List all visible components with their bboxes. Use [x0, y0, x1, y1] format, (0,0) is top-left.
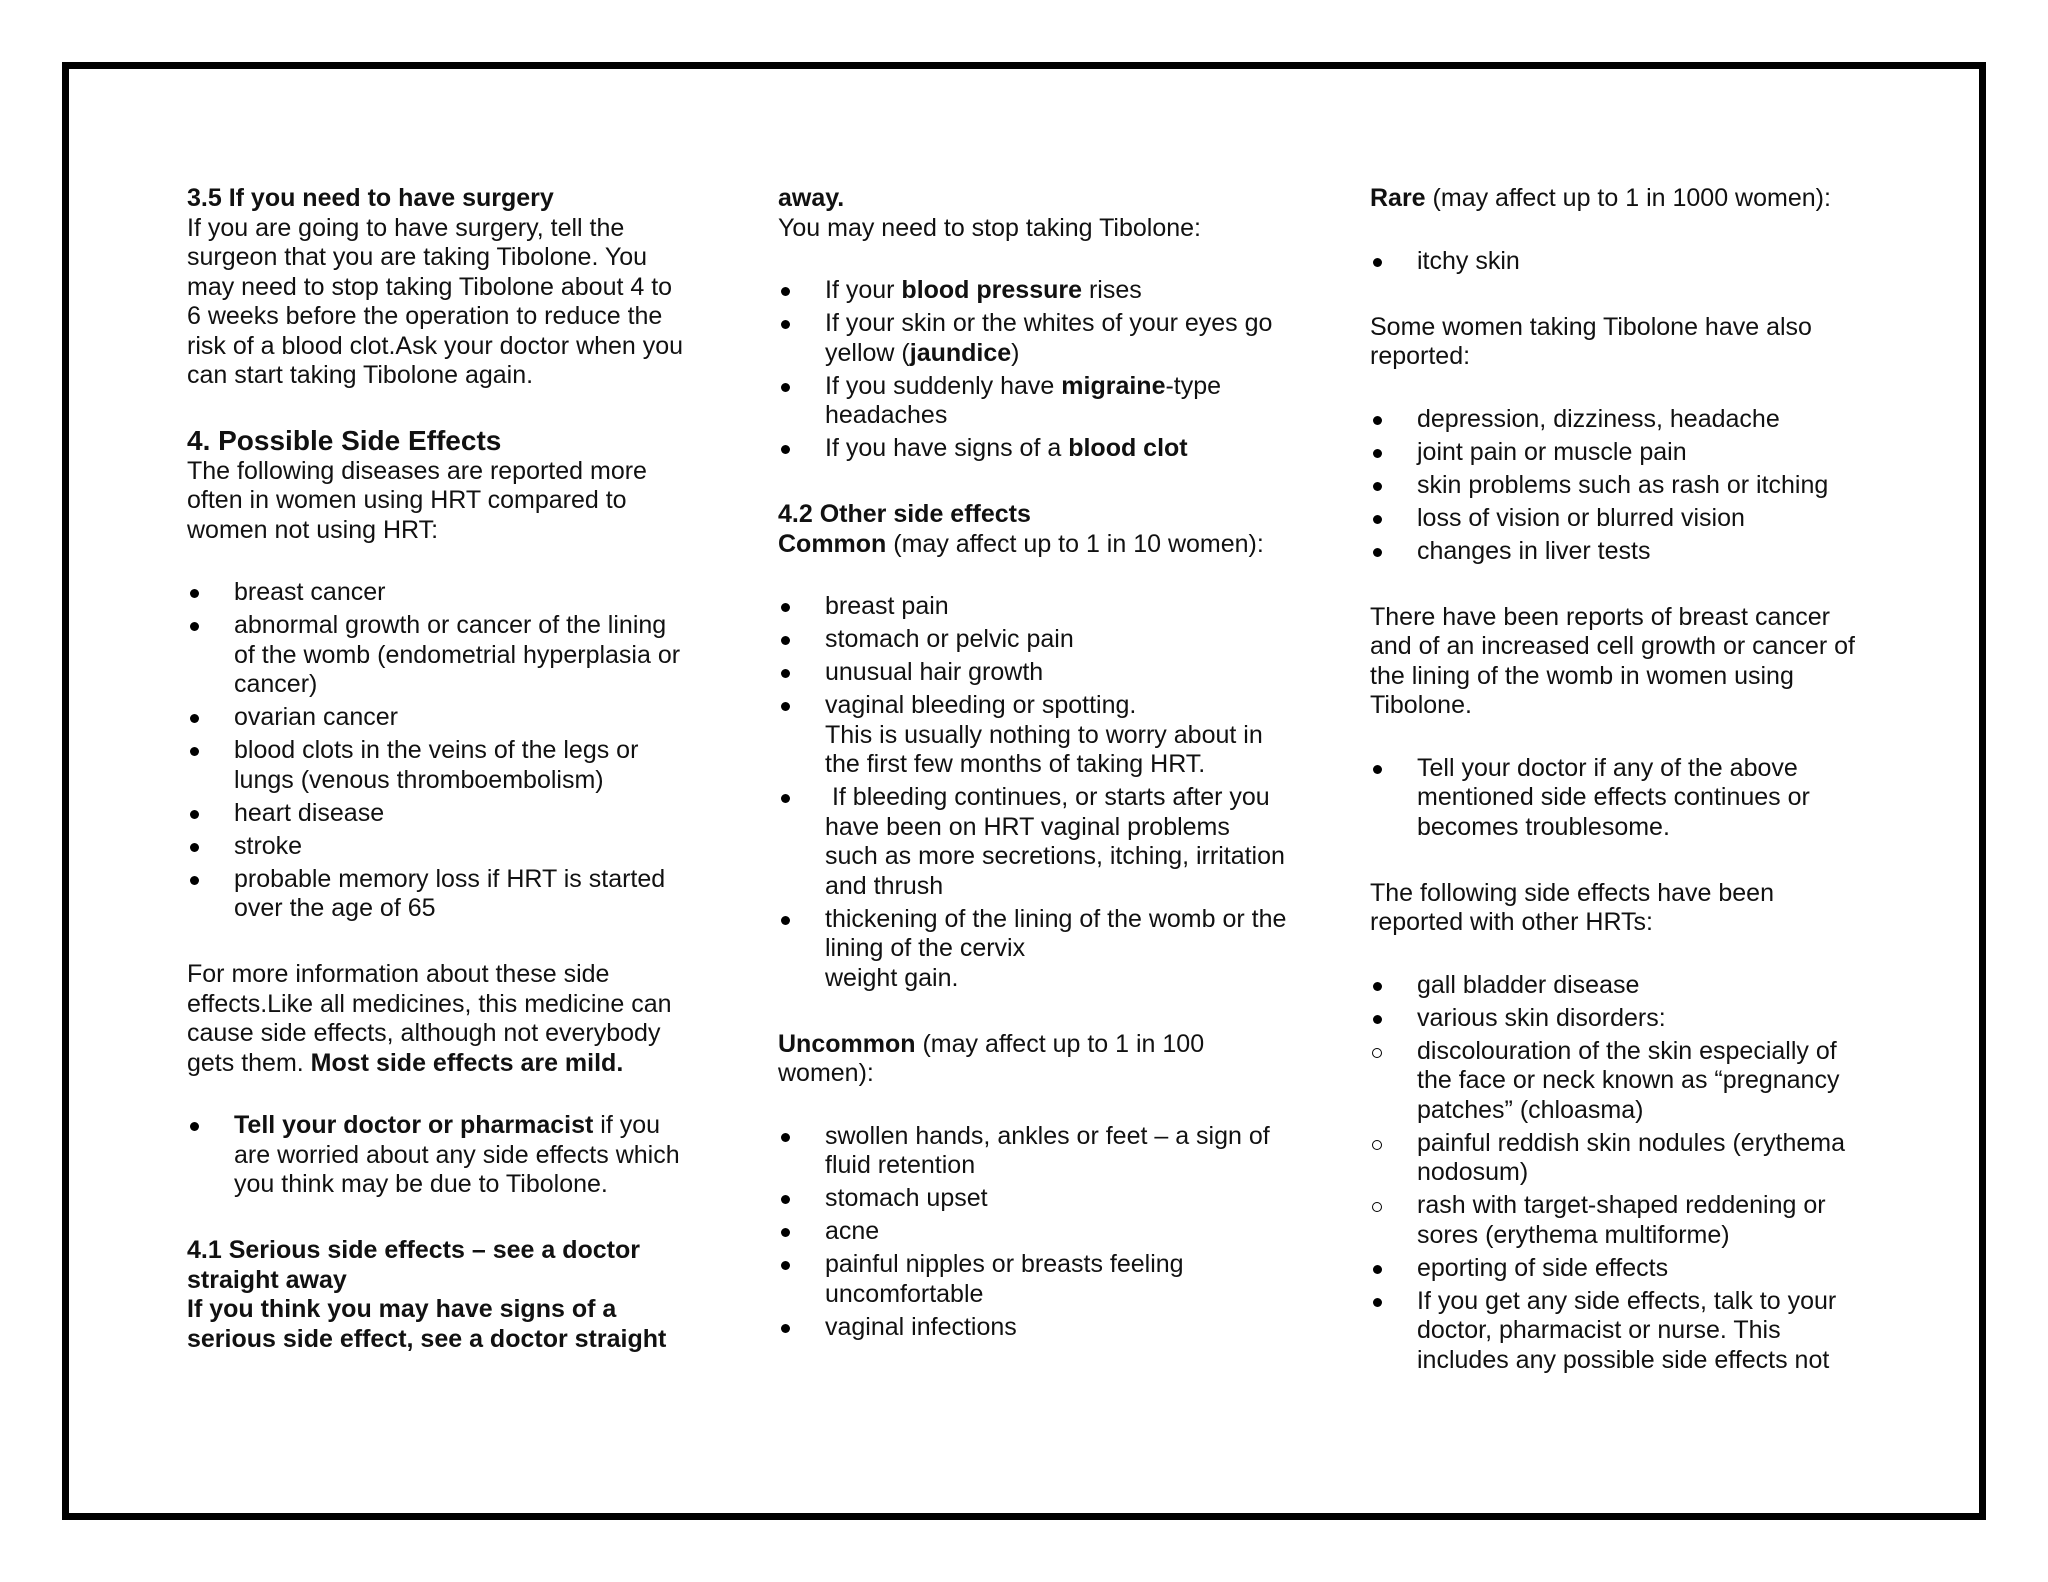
away-text: away. [778, 184, 845, 212]
section-4-1-warning: If you think you may have signs of a serious side effect, see a doctor straight [187, 1295, 667, 1353]
list-item: vaginal infections [825, 1312, 1017, 1341]
list-item: If you suddenly have migraine-type headaches [825, 371, 1222, 429]
list-item: eporting of side effects [1417, 1253, 1669, 1282]
list-item: heart disease [234, 798, 385, 827]
other-hrt-text: The following side effects have been reported with other HRTs: [1370, 878, 1774, 936]
list-item: abnormal growth or cancer of the lining of the womb (endometrial hyperplasia or cancer) [234, 611, 681, 698]
list-item: breast pain [825, 592, 949, 620]
list-item: various skin disorders: [1417, 1003, 1666, 1032]
list-item: stomach upset [825, 1184, 988, 1212]
list-item: vaginal bleeding or spotting. This is usually nothing to worry about in the first few months of taking HRT. [825, 691, 1263, 778]
list-item: breast cancer [234, 578, 386, 606]
also-reported-text: Some women taking Tibolone have also reported: [1370, 312, 1812, 370]
list-item: If your blood pressure rises [825, 276, 1142, 304]
list-item: Tell your doctor or pharmacist if you are worried about any side effects which you think may be due to Tibolone. [234, 1111, 680, 1198]
column-2 [778, 184, 1292, 1346]
other-hrt-list [1370, 971, 1870, 1376]
uncommon-list [778, 1122, 1288, 1343]
list-item: thickening of the lining of the womb or the lining of the cervix weight gain. [825, 904, 1287, 992]
column-1 [187, 184, 687, 1354]
uncommon-label: Uncommon (may affect up to 1 in 100 women): [778, 1029, 1205, 1087]
list-item: probable memory loss if HRT is started over the age of 65 [234, 864, 666, 922]
list-item: gall bladder disease [1417, 970, 1640, 999]
more-info-paragraph: For more information about these side effects.Like all medicines, this medicine can cause side effects, although not everybody gets them. Most side effects are mild. [187, 960, 672, 1077]
section-3-5-body: If you are going to have surgery, tell the surgeon that you are taking Tibolone. You may need to stop taking Tibolone about 4 to 6 weeks before the operation to reduce the risk of a blood clot.Ask your doctor when you can start taking Tibolone again. [187, 213, 684, 389]
column-3 [1370, 184, 1870, 1379]
tell-doctor-list [1370, 754, 1870, 843]
list-item: If your skin or the whites of your eyes go yellow (jaundice) [825, 309, 1273, 367]
also-reported-list [1370, 405, 1870, 567]
list-item: If bleeding continues, or starts after you have been on HRT vaginal problems such as more secretions, itching, irritation and thrush [825, 783, 1292, 900]
stop-taking-text: You may need to stop taking Tibolone: [778, 213, 1201, 242]
list-item: If you have signs of a blood clot [825, 434, 1188, 462]
list-item: ovarian cancer [234, 703, 398, 731]
common-list [778, 592, 1292, 993]
section-4-2-heading: 4.2 Other side effects [778, 500, 1031, 528]
list-item: changes in liver tests [1417, 536, 1651, 565]
section-4-intro: The following diseases are reported more often in women using HRT compared to women not using HRT: [187, 456, 647, 544]
list-item: If you get any side effects, talk to your doctor, pharmacist or nurse. This includes any possible side effects not [1417, 1286, 1837, 1374]
common-label: Common (may affect up to 1 in 10 women): [778, 529, 1264, 558]
list-item: painful reddish skin nodules (erythema nodosum) [1417, 1128, 1846, 1186]
reports-paragraph: There have been reports of breast cancer and of an increased cell growth or cancer of the lining of the womb in women using Tibolone. [1370, 602, 1855, 719]
list-item: Tell your doctor if any of the above mentioned side effects continues or becomes troublesome. [1417, 753, 1810, 841]
serious-signs-list [778, 276, 1288, 464]
list-item: skin problems such as rash or itching [1417, 470, 1829, 499]
list-item: stomach or pelvic pain [825, 625, 1074, 653]
section-4-heading: 4. Possible Side Effects [187, 424, 502, 456]
list-item: discolouration of the skin especially of the face or neck known as “pregnancy patches” (chloasma) [1417, 1036, 1840, 1124]
list-item: itchy skin [1417, 246, 1520, 275]
list-item: unusual hair growth [825, 658, 1044, 686]
diseases-list [187, 578, 687, 924]
section-3-5-heading: 3.5 If you need to have surgery [187, 184, 554, 212]
list-item: blood clots in the veins of the legs or lungs (venous thromboembolism) [234, 736, 639, 794]
list-item: swollen hands, ankles or feet – a sign of fluid retention [825, 1121, 1270, 1179]
list-item: joint pain or muscle pain [1417, 437, 1687, 466]
list-item: depression, dizziness, headache [1417, 404, 1780, 433]
rare-list [1370, 247, 1870, 277]
list-item: stroke [234, 831, 303, 860]
list-item: painful nipples or breasts feeling uncomfortable [825, 1250, 1184, 1308]
list-item: rash with target-shaped reddening or sores (erythema multiforme) [1417, 1191, 1826, 1249]
section-4-1-heading: 4.1 Serious side effects – see a doctor straight away [187, 1236, 640, 1294]
rare-label: Rare (may affect up to 1 in 1000 women): [1370, 184, 1831, 212]
list-item: acne [825, 1217, 880, 1245]
list-item: loss of vision or blurred vision [1417, 503, 1745, 532]
tell-pharmacist-list [187, 1111, 687, 1200]
